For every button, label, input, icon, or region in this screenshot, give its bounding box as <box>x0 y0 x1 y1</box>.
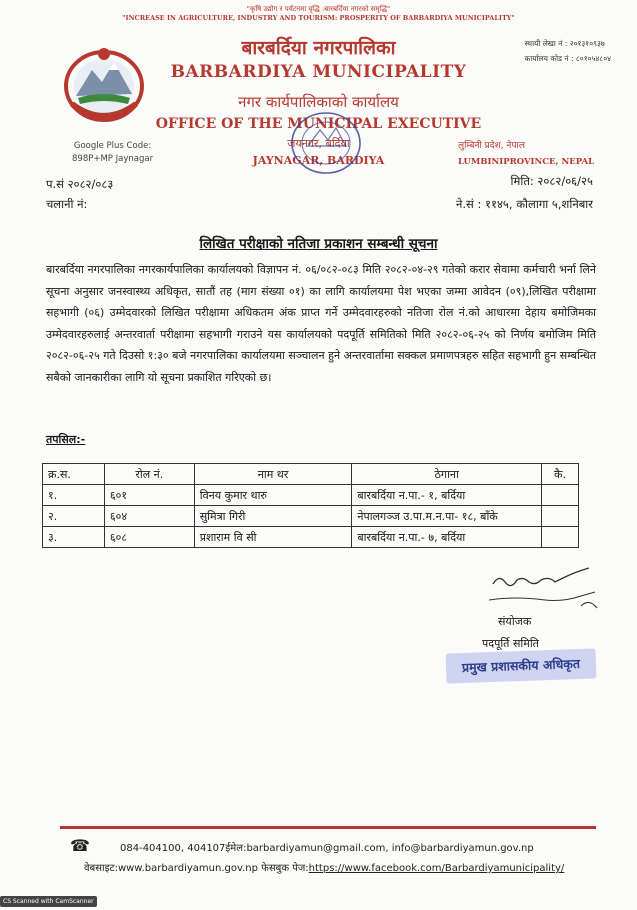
cell-remarks <box>542 527 579 548</box>
table-row <box>43 527 579 548</box>
signatory-committee: पदपूर्ति समिति <box>482 637 539 650</box>
municipality-name-en: BARBARDIYA MUNICIPALITY <box>170 62 467 82</box>
reference-right <box>456 170 593 216</box>
notice-title-text: लिखित परीक्षाको नतिजा प्रकाशन सम्बन्धी सूचना <box>199 236 438 252</box>
officer-stamp: प्रमुख प्रशासकीय अधिकृत <box>446 648 597 683</box>
cell-name: विनय कुमार थारु <box>194 485 352 506</box>
handwritten-signature-icon <box>485 566 605 616</box>
google-plus-code <box>72 140 153 166</box>
footer-divider <box>60 826 596 829</box>
facebook-link[interactable]: https://www.facebook.com/Barbardiyamunicipality/ <box>308 863 565 874</box>
address-np: जयनगर, बर्दिया <box>287 137 350 150</box>
scanner-prefix: CS <box>3 898 11 905</box>
col-serial: क्र.स. <box>43 464 105 485</box>
municipality-name-np: बारबर्दिया नगरपालिका <box>241 37 396 59</box>
reference-left <box>46 174 113 214</box>
cell-roll: ६०१ <box>104 485 194 506</box>
cell-serial: ३. <box>43 527 105 548</box>
col-roll: रोल नं. <box>104 464 194 485</box>
notice-title <box>0 234 637 252</box>
table-row <box>43 485 579 506</box>
col-remarks: कै. <box>542 464 579 485</box>
col-name: नाम थर <box>194 464 352 485</box>
office-name-np: नगर कार्यपालिकाको कार्यालय <box>238 93 399 111</box>
google-plus-label: Google Plus Code: <box>73 141 152 151</box>
cell-address: बारबर्दिया न.पा.- १, बर्दिया <box>352 485 542 506</box>
phone-icon: ☎ <box>70 836 90 855</box>
cell-remarks <box>542 485 579 506</box>
results-table <box>42 463 579 548</box>
cell-serial: १. <box>43 485 105 506</box>
google-plus-value: 898P+MP Jaynagar <box>72 154 154 164</box>
tagline-en: "INCREASE IN AGRICULTURE, INDUSTRY AND TOURISM: PROSPERITY OF BARBARDIYA MUNICIPALITY" <box>122 14 515 22</box>
pan-value: : २०१३१०९३७ <box>564 39 605 48</box>
office-code-label: कार्यालय कोड नं <box>524 54 569 63</box>
notice-body: बारबर्दिया नगरपालिका नगरकार्यपालिका कार्यालयको विज्ञापन नं. ०६/०८२-०८३ मिति २०८२-०४-२९ गतेको करार सेवामा कर्मचारी भर्ना लिने सूचना अनुसार जनस्वास्थ्य अधिकृत, सातौं तह (माग संख्या ०१) का लागि कार्यालयमा पेश भएका जम्मा आवेदन (०९),लिखित परीक्षामा सहभागी (०६) उम्मेदवारको लिखित परीक्षामा अधिकतम अंक प्राप्त गर्ने उम्मेदवारहरुको नतिजा रोल नं.को आधारमा देहाय बमोजिमका उम्मेदवारहरुलाई अन्तरवार्ता परीक्षामा सहभागी गराउने यस कार्यालयको पदपूर्ति समितिको मिति २०८२-०६-२५ को निर्णय बमोजिम मिति २०८२-०६-२५ गते दिउसो १:३० बजे नगरपालिका कार्यालयमा सञ्चालन हुने अन्तरवार्तामा सक्कल प्रमाणपत्रहरु सहित सहभागी हुन सम्बन्धित सबैको जानकारीका लागि यो सूचना प्रकाशित गरिएको छ। <box>46 263 596 384</box>
address-en: JAYNAGAR, BARDIYA <box>252 154 385 167</box>
cell-remarks <box>542 506 579 527</box>
province-np: लुम्बिनी प्रदेश, नेपाल <box>458 141 525 151</box>
footer-web <box>84 860 564 874</box>
office-code-value: : ८०१०५४८०४ <box>570 54 611 63</box>
col-address: ठेगाना <box>352 464 542 485</box>
nepal-sambat-date: ने.सं : ११४५, कौलागा ५,शनिबार <box>456 197 593 211</box>
scanner-label: Scanned with CamScanner <box>12 898 94 905</box>
footer-contact: 084-404100, 404107ईमेल:barbardiyamun@gmail.com, info@barbardiyamun.gov.np <box>120 843 534 854</box>
cell-address: बारबर्दिया न.पा.- ७, बर्दिया <box>352 527 542 548</box>
signatory-role: संयोजक <box>498 615 532 628</box>
table-header-row <box>43 464 579 485</box>
cell-roll: ६०४ <box>104 506 194 527</box>
cell-address: नेपालगञ्ज उ.पा.म.न.पा- १८, बाँके <box>352 506 542 527</box>
chalani-number: चलानी नं: <box>46 197 88 211</box>
tagline-np: "कृषि उद्योग र पर्यटनमा वृद्धि :बारबर्दिया नगरको समृद्धि" <box>246 5 391 13</box>
pan-label: स्थायी लेखा नं <box>524 39 563 48</box>
scanner-badge <box>0 896 97 907</box>
footer-website: वेबसाइट:www.barbardiyamun.gov.np फेसबुक पेज: <box>84 863 309 874</box>
patra-sankhya: प.सं २०८२/०८३ <box>46 177 114 191</box>
office-seal-icon <box>286 108 366 178</box>
cell-roll: ६०८ <box>104 527 194 548</box>
tapasil-label: तपसिल:- <box>46 433 86 446</box>
office-name-en: OFFICE OF THE MUNICIPAL EXECUTIVE <box>155 116 482 132</box>
province-en: LUMBINIPROVINCE, NEPAL <box>458 157 595 167</box>
province <box>458 138 594 170</box>
cell-name: सुमित्रा गिरी <box>194 506 352 527</box>
office-codes <box>525 36 611 66</box>
table-row <box>43 506 579 527</box>
cell-name: प्रशाराम वि सी <box>194 527 352 548</box>
cell-serial: २. <box>43 506 105 527</box>
document-date: मिति: २०८२/०६/२५ <box>510 174 593 188</box>
